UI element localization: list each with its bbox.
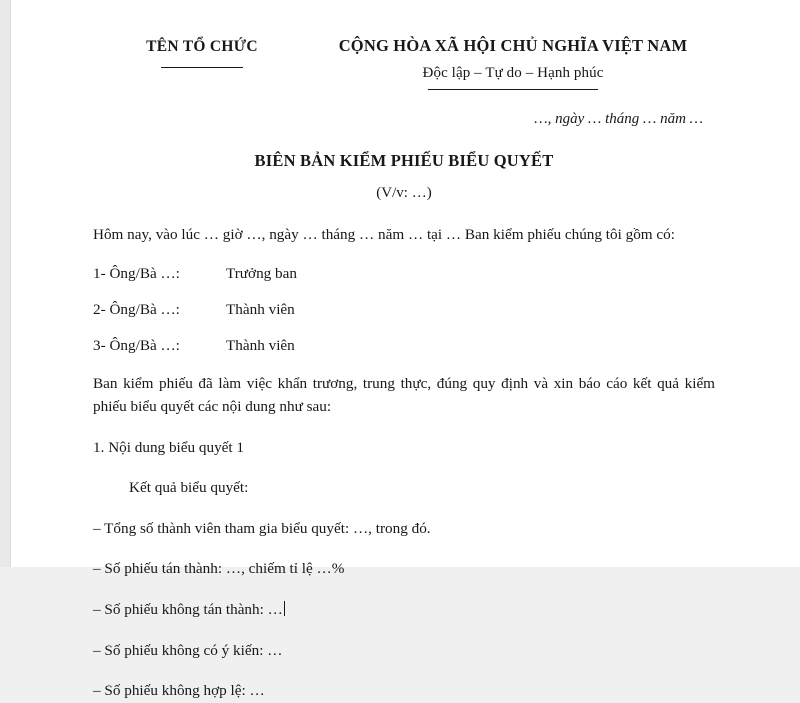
organization-underline [161, 67, 243, 68]
result-line-with-caret [93, 598, 715, 622]
result-line: – Số phiếu không có ý kiến: … [93, 641, 283, 659]
page-left-gutter [0, 0, 11, 567]
result-line: – Tổng số thành viên tham gia biểu quyết: …, trong đó. [93, 519, 431, 537]
national-motto-underline [428, 89, 598, 90]
national-motto: Độc lập – Tự do – Hạnh phúc [422, 65, 604, 81]
organization-block [93, 34, 311, 68]
result-line: – Số phiếu tán thành: …, chiếm tỉ lệ …% [93, 560, 345, 578]
document-title: BIÊN BẢN KIỂM PHIẾU BIỂU QUYẾT [254, 151, 554, 170]
national-heading-block [311, 34, 715, 90]
report-paragraph: Ban kiểm phiếu đã làm việc khẩn trương, trung thực, đúng quy định và xin báo cáo kết quả kiểm phiếu biểu quyết các nội dung như sau: [93, 374, 715, 416]
date-place-line: …, ngày … tháng … năm … [534, 111, 703, 127]
member-name: 2- Ông/Bà …: [93, 300, 180, 318]
document-body [11, 0, 800, 700]
committee-member-row [93, 337, 715, 355]
document-subtitle: (V/v: …) [376, 185, 432, 201]
section-heading: 1. Nội dung biểu quyết 1 [93, 438, 245, 456]
committee-member-row [93, 265, 715, 283]
document-header [93, 34, 715, 90]
result-label: Kết quả biểu quyết: [129, 479, 249, 497]
organization-title: TÊN TỔ CHỨC [146, 38, 258, 55]
result-line: – Số phiếu không hợp lệ: … [93, 682, 265, 700]
member-role: Trưởng ban [226, 264, 297, 282]
member-name: 1- Ông/Bà …: [93, 264, 180, 282]
member-role: Thành viên [226, 336, 295, 354]
opening-paragraph: Hôm nay, vào lúc … giờ …, ngày … tháng … năm … tại … Ban kiểm phiếu chúng tôi gồm có: [93, 226, 675, 243]
text-cursor [284, 601, 285, 616]
committee-member-row [93, 301, 715, 319]
member-name: 3- Ông/Bà …: [93, 336, 180, 354]
document-content [93, 34, 715, 703]
national-title: CỘNG HÒA XÃ HỘI CHỦ NGHĨA VIỆT NAM [338, 36, 688, 55]
member-role: Thành viên [226, 300, 295, 318]
result-line-text: – Số phiếu không tán thành: … [93, 600, 283, 618]
